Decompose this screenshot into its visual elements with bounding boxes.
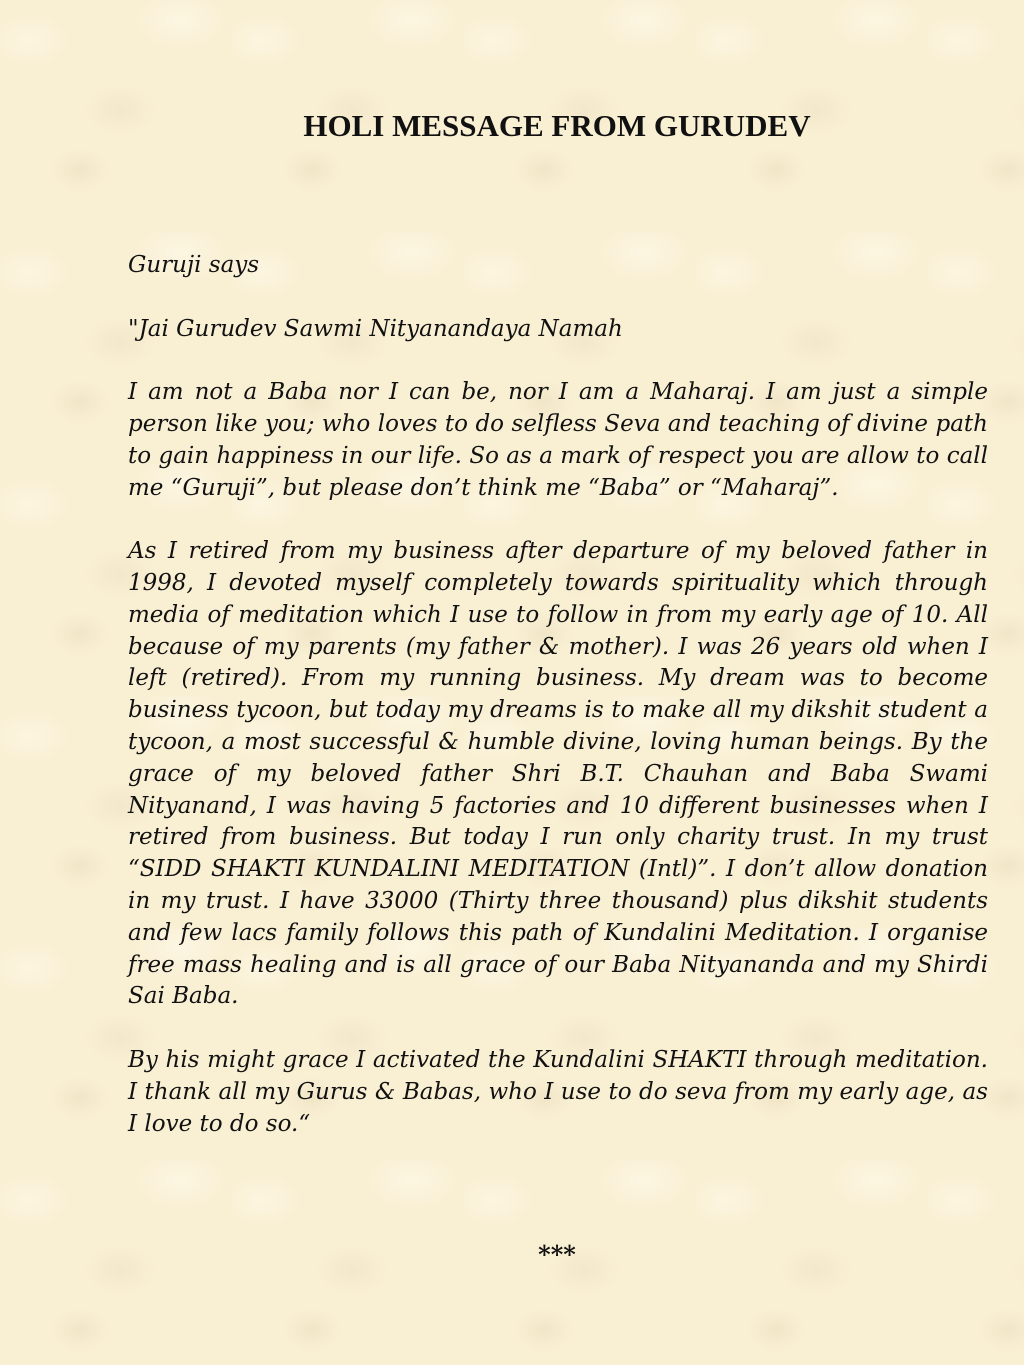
salutation-line: "Jai Gurudev Sawmi Nityanandaya Namah: [128, 315, 623, 342]
paragraph-retirement: As I retired from my business after departure of my beloved father in 1998, I devoted myself completely towards spirituality which through media of meditation which I use to follow in from my early age of 10. All because of my parents (my father & mother). I was 26 years old when I left (retired). From my running business. My dream was to become business tycoon, but today my dreams is to make all my dikshit student a tycoon, a most successful & humble divine, loving human beings. By the grace of my beloved father Shri B.T. Chauhan and Baba Swami Nityanand, I was having 5 factories and 10 different businesses when I retired from business. But today I run only charity trust. In my trust “SIDD SHAKTI KUNDALINI MEDITATION (Intl)”. I don’t allow donation in my trust. I have 33000 (Thirty three thousand) plus dikshit students and few lacs family follows this path of Kundalini Meditation. I organise free mass healing and is all grace of our Baba Nityananda and my Shirdi Sai Baba.: [128, 538, 988, 1010]
message-body: [128, 250, 988, 1172]
intro-line: Guruji says: [128, 252, 260, 278]
end-mark: ***: [538, 1240, 576, 1269]
document-title: HOLI MESSAGE FROM GURUDEV: [303, 108, 811, 143]
paragraph-kundalini: By his might grace I activated the Kundalini SHAKTI through meditation. I thank all my Gurus & Babas, who I use to do seva from my early age, as I love to do so.“: [128, 1046, 988, 1137]
paragraph-guruji: I am not a Baba nor I can be, nor I am a Maharaj. I am just a simple person like you; who loves to do selfless Seva and teaching of divine path to gain happiness in our life. So as a mark of respect you are allow to call me “Guruji”, but please don’t think me “Baba” or “Maharaj”.: [128, 379, 988, 501]
